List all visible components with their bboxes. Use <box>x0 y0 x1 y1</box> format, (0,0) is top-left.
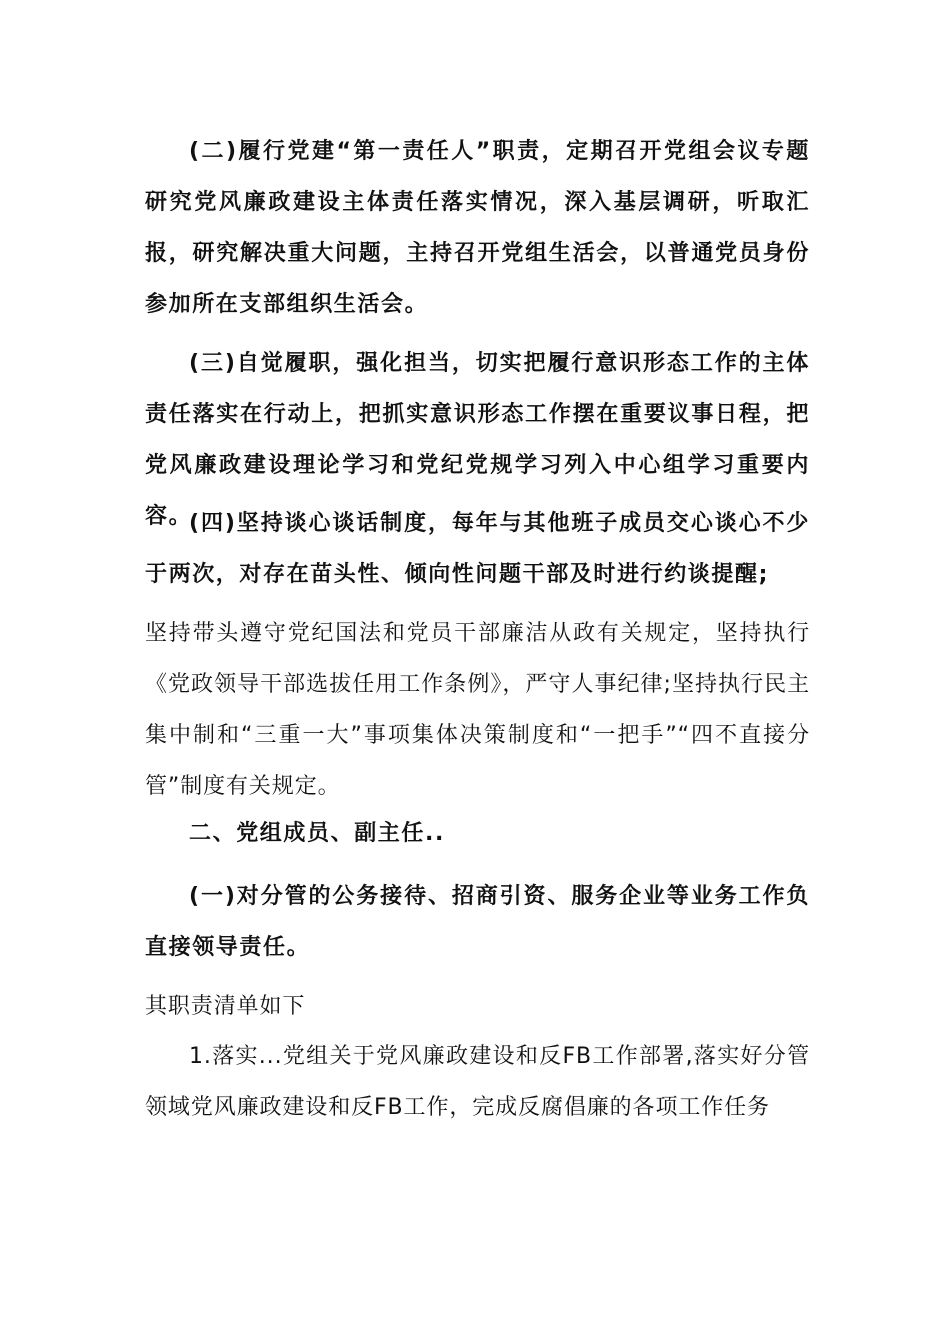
list-item-implement-deployment: 1.落实...党组关于党风廉政建设和反FB工作部署,落实好分管领域党风廉政建设和反FB工作，完成反腐倡廉的各项工作任务 <box>145 1044 810 1120</box>
paragraph-direct-leadership-responsibility: (一)对分管的公务接待、招商引资、服务企业等业务工作负直接领导责任。 <box>145 884 810 960</box>
paragraph-first-responsible-person: (二)履行党建“第一责任人”职责，定期召开党组会议专题研究党风廉政建设主体责任落实情况，深入基层调研，听取汇报，研究解决重大问题，主持召开党组生活会，以普通党员身份参加所在支部组织生活会。 <box>145 139 810 317</box>
section-heading-deputy-director: 二、党组成员、副主任.. <box>189 821 445 846</box>
paragraph-ideology-responsibility: (三)自觉履职，强化担当，切实把履行意识形态工作的主体责任落实在行动上，把抓实意识形态工作摆在重要议事日程，把党风廉政建设理论学习和党纪党规学习列入中心组学习重要内容。 <box>145 351 810 529</box>
paragraph-responsibility-list-intro: 其职责清单如下 <box>145 994 306 1019</box>
paragraph-heart-to-heart-talks: (四)坚持谈心谈话制度，每年与其他班子成员交心谈心不少于两次，对存在苗头性、倾向性问题干部及时进行约谈提醒; <box>145 511 810 587</box>
paragraph-discipline-rules: 坚持带头遵守党纪国法和党员干部廉洁从政有关规定，坚持执行《党政领导干部选拔任用工作条例》，严守人事纪律;坚持执行民主集中制和“三重一大”事项集体决策制度和“一把手”“四不直接分管”制度有关规定。 <box>145 621 810 799</box>
